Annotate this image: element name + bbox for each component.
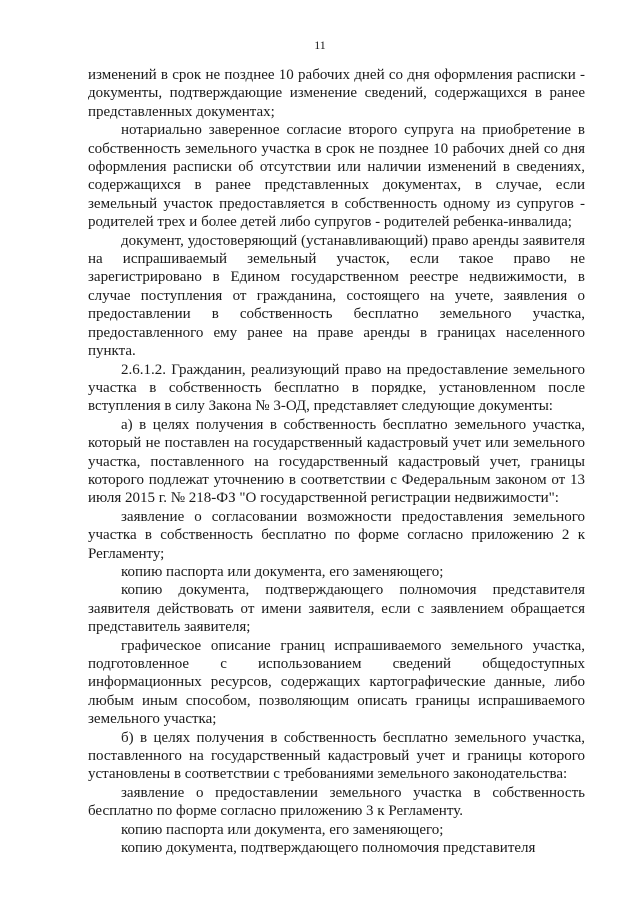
paragraph: копию документа, подтверждающего полномочия представителя bbox=[121, 840, 536, 857]
paragraph: а) в целях получения в собственность бесплатно земельного участка, который не поставлен на государственный кадастровый учет или земельного участка, поставленного на государственный кадастровый учет, границы которого подлежат уточнению в соответствии с Федеральным законом от 13 июля 2015 г. № 218-ФЗ "О государственной регистрации недвижимости": bbox=[88, 416, 585, 507]
paragraph: изменений в срок не позднее 10 рабочих дней со дня оформления расписки - документы, подтверждающие изменение сведений, содержащихся в ранее представленных документах; bbox=[88, 67, 585, 120]
paragraph: графическое описание границ испрашиваемого земельного участка, подготовленное с использованием сведений общедоступных информационных ресурсов, содержащих картографические данные, либо любым иным способом, позволяющим описать границы испрашиваемого земельного участка; bbox=[88, 637, 585, 728]
paragraph: копию паспорта или документа, его заменяющего; bbox=[121, 563, 444, 580]
paragraph: копию документа, подтверждающего полномочия представителя заявителя действовать от имени заявителя, если с заявлением обращается представитель заявителя; bbox=[88, 582, 585, 636]
paragraph: нотариально заверенное согласие второго супруга на приобретение в собственность земельного участка в срок не позднее 10 рабочих дней со дня оформления расписки об отсутствии или наличии изменений в сведениях, содержащихся в ранее представленных документах, в случае, если земельный участок предоставляется в собственность одному из супругов - родителей трех и более детей либо супругов - родителей ребенка-инвалида; bbox=[88, 122, 585, 231]
page-number: 11 bbox=[314, 38, 326, 52]
paragraph: копию паспорта или документа, его заменяющего; bbox=[121, 821, 444, 838]
document-body bbox=[88, 66, 585, 857]
paragraph: документ, удостоверяющий (устанавливающий) право аренды заявителя на испрашиваемый земельный участок, если такое право не зарегистрировано в Едином государственном реестре недвижимости, в случае поступления от гражданина, состоящего на учете, заявления о предоставлении в собственность бесплатно земельного участка, предоставленного ему ранее на праве аренды в границах населенного пункта. bbox=[88, 232, 585, 360]
paragraph: 2.6.1.2. Гражданин, реализующий право на предоставление земельного участка в собственность бесплатно в порядке, установленном после вступления в силу Закона № 3-ОД, представляет следующие документы: bbox=[88, 361, 585, 415]
paragraph: б) в целях получения в собственность бесплатно земельного участка, поставленного на государственный кадастровый учет и границы которого установлены в соответствии с требованиями земельного законодательства: bbox=[88, 729, 585, 783]
paragraph: заявление о согласовании возможности предоставления земельного участка в собственность бесплатно по форме согласно приложению 2 к Регламенту; bbox=[88, 508, 585, 562]
paragraph: заявление о предоставлении земельного участка в собственность бесплатно по форме согласно приложению 3 к Регламенту. bbox=[88, 784, 585, 820]
